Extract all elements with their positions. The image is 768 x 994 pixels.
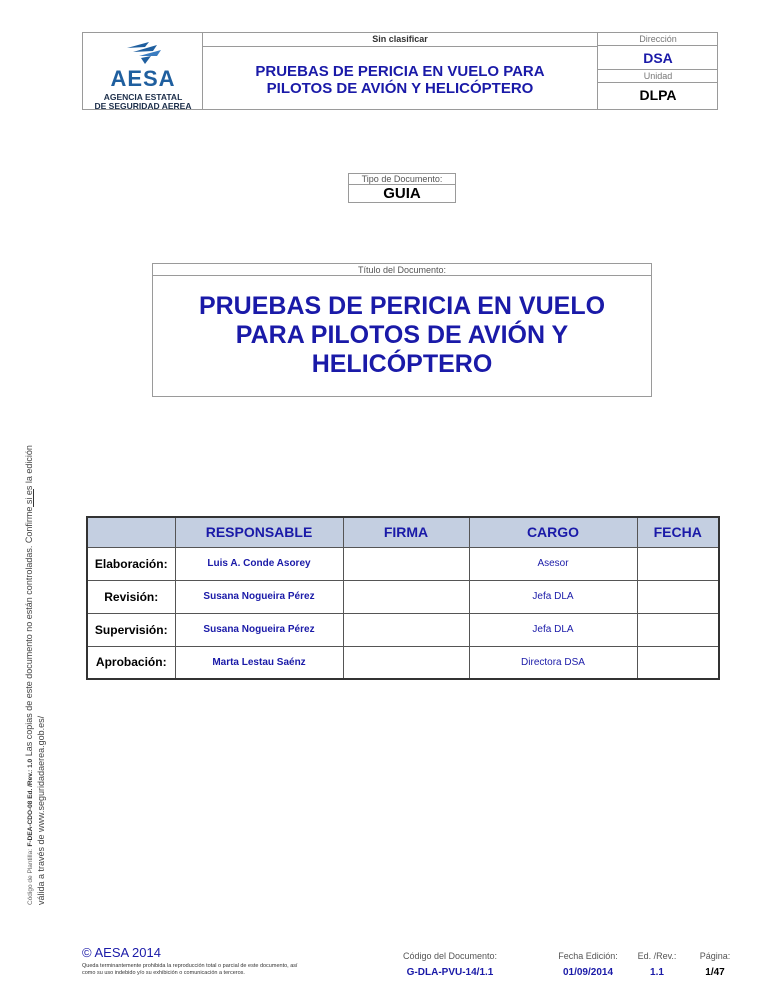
direccion-label: Dirección — [598, 33, 718, 46]
document-type-box — [348, 173, 456, 203]
fecha-cell — [637, 547, 719, 580]
classification: Sin clasificar — [203, 33, 597, 47]
approval-header-blank — [87, 517, 175, 547]
row-label: Elaboración: — [87, 547, 175, 580]
fecha-edicion-value: 01/09/2014 — [562, 967, 614, 978]
row-label: Revisión: — [87, 580, 175, 613]
document-title-line-1: PRUEBAS DE PERICIA EN VUELO — [198, 292, 606, 320]
codigo-value: G-DLA-PVU-14/1.1 — [406, 967, 494, 978]
pagina-value: 1/47 — [705, 967, 725, 978]
responsable-name: Susana Nogueira Pérez — [175, 613, 343, 646]
aesa-bird-logo-icon — [123, 38, 163, 66]
ed-rev-label: Ed. /Rev.: — [637, 951, 677, 961]
row-label: Supervisión: — [87, 613, 175, 646]
direccion-value: DSA — [598, 46, 718, 70]
document-type-label: Tipo de Documento: — [349, 174, 455, 185]
legal-notice — [82, 963, 342, 977]
legal-notice-line-2: como su uso indebido y/o su exhibición o comunicación a terceros. — [82, 970, 245, 976]
document-title-label: Título del Documento: — [153, 264, 651, 276]
document-title — [153, 276, 651, 379]
document-title-line-2: PARA PILOTOS DE AVIÓN Y — [235, 321, 569, 349]
table-row — [87, 547, 719, 580]
document-header — [82, 32, 718, 110]
pagina-label: Página: — [699, 951, 731, 961]
fecha-cell — [637, 613, 719, 646]
logo-line-1: AGENCIA ESTATAL — [103, 92, 183, 102]
template-code-prefix: Código de Plantilla: — [27, 848, 34, 905]
document-title-line-3: HELICÓPTERO — [311, 350, 493, 378]
responsable-name: Luis A. Conde Asorey — [175, 547, 343, 580]
codigo-label: Código del Documento: — [402, 951, 498, 961]
approval-header-firma: FIRMA — [343, 517, 469, 547]
side-disclaimer — [24, 405, 47, 905]
table-row — [87, 646, 719, 679]
firma-cell — [343, 547, 469, 580]
side-disclaimer-text-2: válida a través de www.seguridadaerea.gob.es/ — [36, 715, 46, 905]
logo-wordmark: AESA — [110, 66, 176, 91]
header-meta — [597, 33, 718, 109]
header-title-line-1: PRUEBAS DE PERICIA EN VUELO PARA — [255, 63, 545, 80]
cargo-cell: Jefa DLA — [469, 613, 637, 646]
unidad-label: Unidad — [598, 70, 718, 83]
header-title-line-2: PILOTOS DE AVIÓN Y HELICÓPTERO — [266, 80, 534, 97]
approval-header-responsable: RESPONSABLE — [175, 517, 343, 547]
logo-line-2: DE SEGURIDAD AEREA — [94, 101, 192, 111]
cargo-cell: Asesor — [469, 547, 637, 580]
fecha-edicion-label: Fecha Edición: — [558, 951, 618, 961]
responsable-name: Susana Nogueira Pérez — [175, 580, 343, 613]
firma-cell — [343, 613, 469, 646]
unidad-value: DLPA — [639, 87, 677, 103]
table-row — [87, 580, 719, 613]
firma-cell — [343, 646, 469, 679]
approval-header-cargo: CARGO — [469, 517, 637, 547]
aesa-logo — [85, 36, 201, 111]
document-type-value: GUIA — [383, 185, 421, 202]
side-disclaimer-text-1: Las copias de este documento no están controladas. Confirme si es la edición — [24, 445, 34, 757]
row-label: Aprobación: — [87, 646, 175, 679]
cargo-cell: Directora DSA — [469, 646, 637, 679]
copyright: © AESA 2014 — [82, 945, 161, 960]
approval-header-row — [87, 517, 719, 547]
firma-cell — [343, 580, 469, 613]
document-title-box — [152, 263, 652, 397]
template-code: F-DEA-CDO-08 Ed. /Rev.: 1.0 — [27, 758, 34, 847]
fecha-cell — [637, 580, 719, 613]
legal-notice-line-1: Queda terminantemente prohibida la reproducción total o parcial de este documento, así — [82, 963, 298, 969]
fecha-cell — [637, 646, 719, 679]
responsable-name: Marta Lestau Saénz — [175, 646, 343, 679]
ed-rev-value: 1.1 — [650, 967, 664, 978]
cargo-cell: Jefa DLA — [469, 580, 637, 613]
side-disclaimer-line-1 — [24, 405, 36, 905]
header-title — [203, 47, 597, 109]
approval-header-fecha: FECHA — [637, 517, 719, 547]
table-row — [87, 613, 719, 646]
logo-cell — [83, 33, 203, 109]
approval-table — [86, 516, 720, 680]
